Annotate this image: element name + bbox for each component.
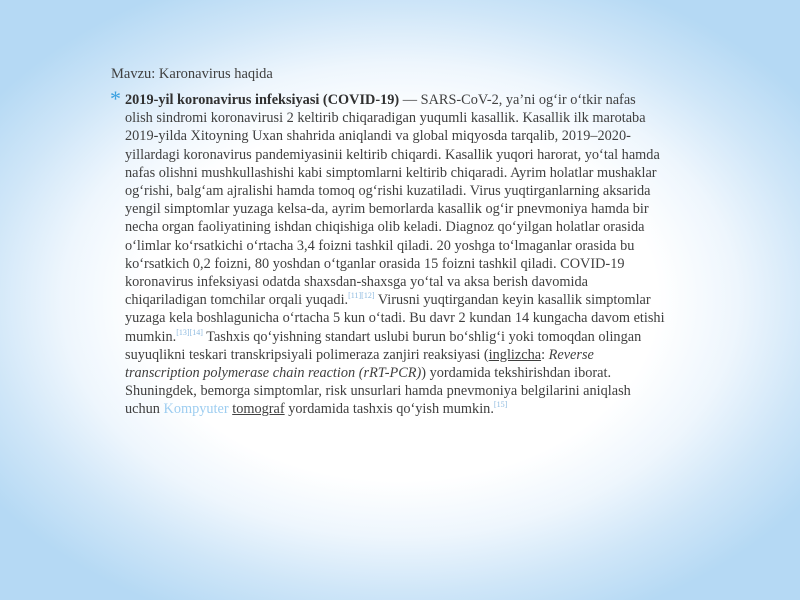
- kompyuter-link[interactable]: Kompyuter: [163, 401, 229, 418]
- reference-superscript-2[interactable]: [13][14]: [176, 327, 203, 337]
- inglizcha-link[interactable]: inglizcha: [488, 346, 542, 363]
- paragraph-text-5: ) yordamida tekshirishdan iborat. Shuningdek, bemorga simptomlar, risk unsurlari hamda pnevmoniya belgilarini aniqlash uchun: [125, 365, 631, 418]
- paragraph-text-7: yordamida tashxis qo‘yish mumkin.: [284, 401, 494, 418]
- asterisk-bullet-icon: *: [110, 86, 121, 111]
- slide-topic: Mavzu: Karonavirus haqida: [111, 66, 273, 82]
- reference-superscript-3[interactable]: [15]: [493, 400, 508, 410]
- paragraph-text-4: :: [541, 346, 549, 363]
- paragraph-bold-title: 2019-yil koronavirus infeksiyasi (COVID-19): [125, 92, 400, 108]
- paragraph-text-2: Virusni yuqtirgandan keyin kasallik simptomlar yuzaga kela boshlagunicha o‘rtacha 5 kun o‘tadi. Bu davr 2 kundan 14 kungacha davom etishi mumkin.: [125, 292, 665, 345]
- paragraph-text-1: — SARS-CoV-2, ya’ni og‘ir o‘tkir nafas olish sindromi koronavirusi 2 keltirib chiqaradigan yuqumli kasallik. Kasallik ilk marotaba 2019-yilda Xitoyning Uxan shahrida aniqlandi va global miqyosda tarqalib, 2019–2020-yillardagi koronavirus pandemiyasinii keltirib chiqardi. Kasallik yuqori harorat, yo‘tal hamda nafas olishni mushkullashishi kabi simptomlarni keltirib chiqaradi. Ayrim holatlar mushaklar og‘rishi, balg‘am ajralishi hamda tomoq og‘rishi kuzatiladi. Virus yuqtirganlarning aksarida yengil simptomlar yuzaga kelsa-da, ayrim bemorlarda kasallik og‘ir pnevmoniya hamda bir necha organ faoliyatining ishdan chiqishiga olib keladi. Diagnoz qo‘yilgan holatlar orasida o‘limlar ko‘rsatkichi o‘rtacha 3,4 foizni tashkil qiladi. 20 yoshga to‘lmaganlar orasida bu ko‘rsatkich 0,2 foizni, 80 yoshdan o‘tganlar orasida 15 foizni tashkil qiladi. COVID-19 koronavirus infeksiyasi odatda shaxsdan-shaxsga yo‘tal va aksa berish davomida chiqariladigan tomchilar orqali yuqadi.: [125, 92, 660, 309]
- paragraph-text-3: Tashxis qo‘yishning standart uslubi burun bo‘shlig‘i yoki tomoqdan olingan suyuqlikni teskari transkripsiyali polimeraza zanjiri reaksiyasi (: [125, 328, 642, 363]
- tomograf-link[interactable]: tomograf: [232, 401, 285, 418]
- paragraph-italic-term: Reverse transcription polymerase chain reaction (rRT-PCR): [125, 346, 594, 382]
- reference-superscript-1[interactable]: [11][12]: [348, 291, 375, 301]
- bullet-paragraph: [125, 91, 665, 419]
